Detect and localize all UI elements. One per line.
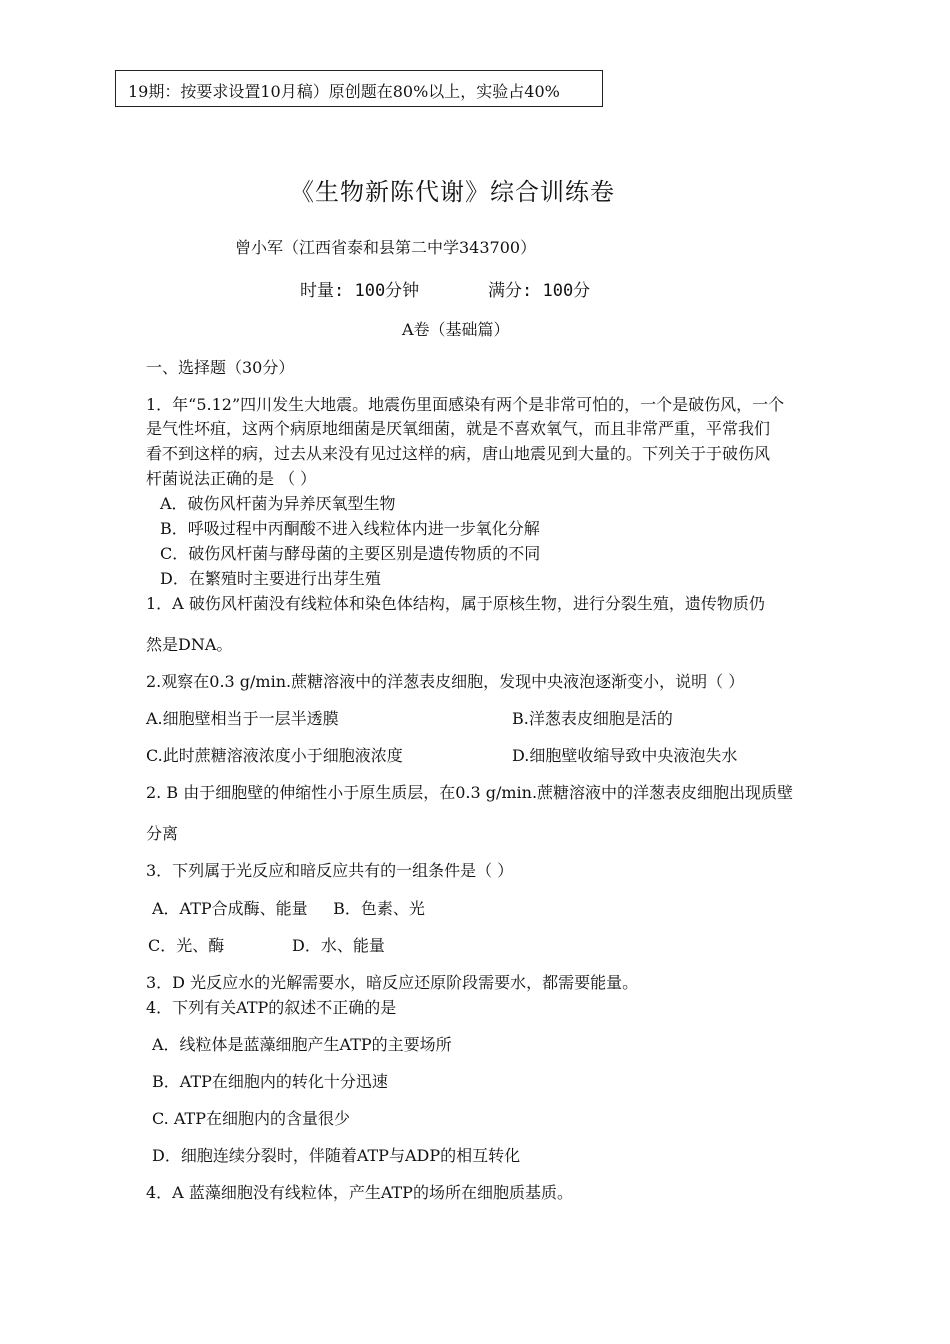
q2-answer-line-1: 2. B 由于细胞壁的伸缩性小于原生质层，在0.3 g/min.蔗糖溶液中的洋葱表皮细胞出现质壁 <box>146 783 794 802</box>
q4-option-d: D．细胞连续分裂时，伴随着ATP与ADP的相互转化 <box>152 1146 521 1165</box>
q1-option-a: A．破伤风杆菌为异养厌氧型生物 <box>160 494 396 513</box>
q2-option-c: C.此时蔗糖溶液浓度小于细胞液浓度 <box>146 746 403 765</box>
q1-option-d: D．在繁殖时主要进行出芽生殖 <box>160 569 381 588</box>
q4-option-a: A．线粒体是蓝藻细胞产生ATP的主要场所 <box>152 1035 452 1054</box>
q3-option-c: C．光、酶 <box>148 936 225 955</box>
time-label: 时量: 100分钟 <box>300 281 420 301</box>
q2-option-a: A.细胞壁相当于一层半透膜 <box>146 709 339 728</box>
q4-stem: 4．下列有关ATP的叙述不正确的是 <box>146 998 397 1017</box>
author-line: 曾小军（江西省泰和县第二中学343700） <box>235 238 537 257</box>
q1-option-b: B．呼吸过程中丙酮酸不进入线粒体内进一步氧化分解 <box>160 519 540 538</box>
q1-stem-line-1: 1．年“5.12”四川发生大地震。地震伤里面感染有两个是非常可怕的，一个是破伤风，一个 <box>146 395 785 414</box>
section-a-heading: A卷（基础篇） <box>402 320 510 339</box>
note-text: 19期：按要求设置10月稿）原创题在80%以上，实验占40% <box>128 82 560 101</box>
q1-answer-line-2: 然是DNA。 <box>146 635 233 654</box>
q4-option-c: C. ATP在细胞内的含量很少 <box>152 1109 350 1128</box>
q2-option-d: D.细胞壁收缩导致中央液泡失水 <box>512 746 738 765</box>
q3-stem: 3．下列属于光反应和暗反应共有的一组条件是（ ） <box>146 861 514 880</box>
score-label: 满分: 100分 <box>488 281 591 301</box>
q4-option-b: B．ATP在细胞内的转化十分迅速 <box>152 1072 388 1091</box>
part-one-heading: 一、选择题（30分） <box>146 358 295 377</box>
q2-option-b: B.洋葱表皮细胞是活的 <box>512 709 673 728</box>
page-title: 《生物新陈代谢》综合训练卷 <box>290 178 615 206</box>
q3-options-row-1: A．ATP合成酶、能量 B．色素、光 <box>152 899 425 918</box>
q1-stem-line-3: 看不到这样的病，过去从来没有见过这样的病，唐山地震见到大量的。下列关于于破伤风 <box>146 444 771 463</box>
note-box <box>115 70 603 107</box>
q2-answer-line-2: 分离 <box>146 824 179 843</box>
q1-stem-line-2: 是气性坏疽，这两个病原地细菌是厌氧细菌，就是不喜欢氧气，而且非常严重，平常我们 <box>146 419 771 438</box>
q1-option-c: C．破伤风杆菌与酵母菌的主要区别是遗传物质的不同 <box>160 544 541 563</box>
q1-answer-line-1: 1．A 破伤风杆菌没有线粒体和染色体结构，属于原核生物，进行分裂生殖，遗传物质仍 <box>146 594 765 613</box>
q2-stem: 2.观察在0.3 g/min.蔗糖溶液中的洋葱表皮细胞，发现中央液泡逐渐变小，说明（ ） <box>146 672 745 691</box>
q1-stem-line-4: 杆菌说法正确的是 （ ） <box>146 469 317 488</box>
q3-option-d: D．水、能量 <box>292 936 385 955</box>
q4-answer: 4．A 蓝藻细胞没有线粒体，产生ATP的场所在细胞质基质。 <box>146 1183 573 1202</box>
q3-answer: 3．D 光反应水的光解需要水，暗反应还原阶段需要水，都需要能量。 <box>146 973 639 992</box>
